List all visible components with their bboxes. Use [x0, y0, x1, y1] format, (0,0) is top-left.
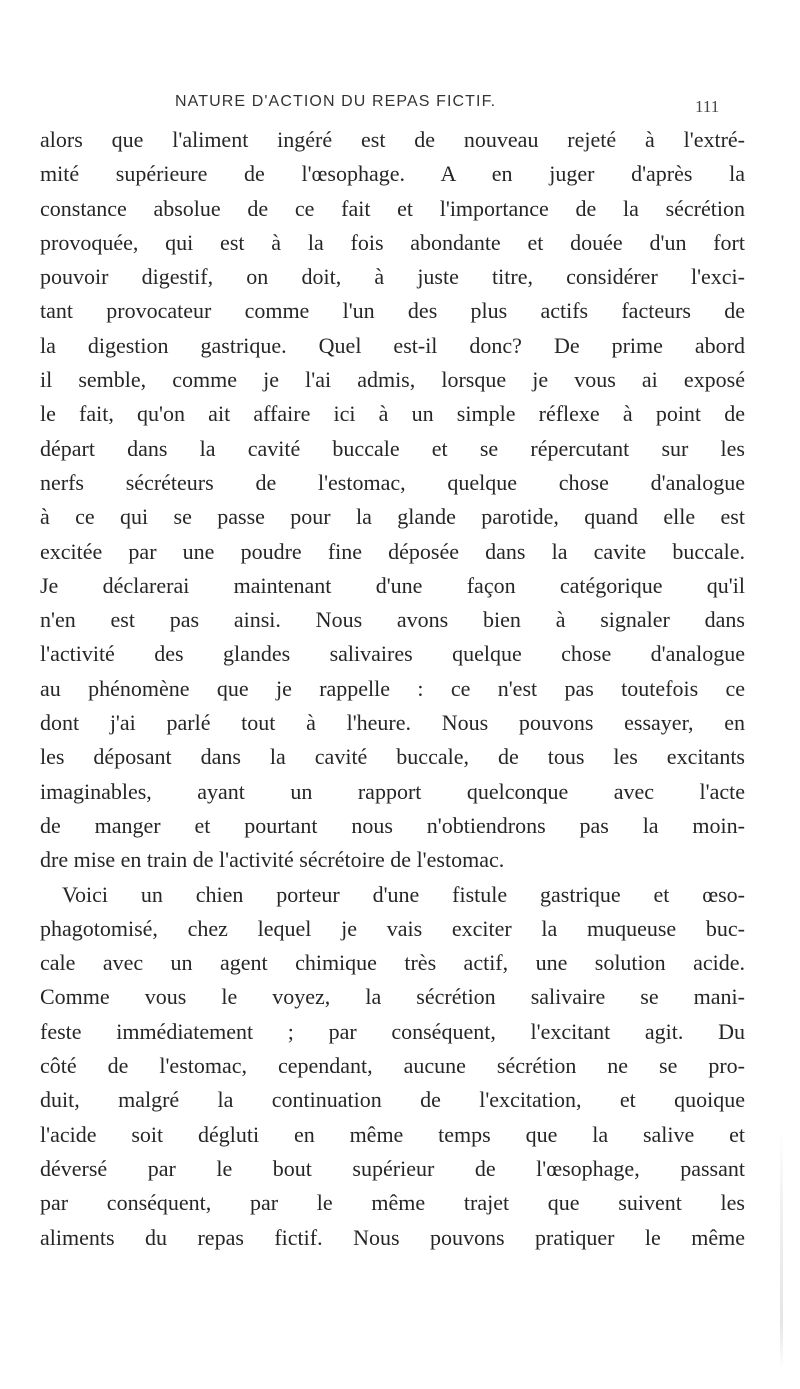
text-line: déversé par le bout supérieur de l'œsophage, passant — [40, 1155, 745, 1181]
text-line: les déposant dans la cavité buccale, de tous les excitants — [40, 744, 745, 770]
text-line: excitée par une poudre fine déposée dans la cavite buccale. — [40, 538, 745, 564]
page-edge-shadow — [780, 1130, 783, 1370]
text-line: dre mise en train de l'activité sécrétoire de l'estomac. — [40, 847, 505, 873]
text-line: Comme vous le voyez, la sécrétion salivaire se mani- — [40, 984, 745, 1010]
text-line: alors que l'aliment ingéré est de nouveau rejeté à l'extré- — [40, 127, 745, 152]
text-line: tant provocateur comme l'un des plus actifs facteurs de — [40, 298, 745, 324]
text-line: cale avec un agent chimique très actif, une solution acide. — [40, 950, 745, 976]
text-line: il semble, comme je l'ai admis, lorsque je vous ai exposé — [40, 367, 745, 393]
text-line: provoquée, qui est à la fois abondante et douée d'un fort — [40, 229, 745, 255]
text-line: feste immédiatement ; par conséquent, l'excitant agit. Du — [40, 1018, 745, 1044]
text-line: pouvoir digestif, on doit, à juste titre, considérer l'exci- — [40, 264, 745, 290]
text-line: la digestion gastrique. Quel est-il donc? De prime abord — [40, 332, 745, 358]
text-line: à ce qui se passe pour la glande parotide, quand elle est — [40, 504, 745, 530]
text-line: nerfs sécréteurs de l'estomac, quelque chose d'analogue — [40, 469, 745, 495]
text-line: constance absolue de ce fait et l'importance de la sécrétion — [40, 195, 745, 221]
text-line: l'acide soit dégluti en même temps que la salive et — [40, 1121, 745, 1147]
running-head — [0, 93, 800, 123]
running-title: NATURE D'ACTION DU REPAS FICTIF. — [175, 93, 497, 110]
text-line: aliments du repas fictif. Nous pouvons pratiquer le même — [40, 1224, 745, 1250]
text-line: l'activité des glandes salivaires quelque chose d'analogue — [40, 641, 745, 667]
paragraph-start-line: Voici un chien porteur d'une fistule gastrique et œso- — [62, 881, 745, 907]
text-line: dont j'ai parlé tout à l'heure. Nous pouvons essayer, en — [40, 710, 745, 736]
text-line: de manger et pourtant nous n'obtiendrons pas la moin- — [40, 812, 745, 838]
body-text — [40, 123, 745, 1255]
text-line: le fait, qu'on ait affaire ici à un simple réflexe à point de — [40, 401, 745, 427]
text-line: duit, malgré la continuation de l'excitation, et quoique — [40, 1087, 745, 1113]
text-line: départ dans la cavité buccale et se répercutant sur les — [40, 435, 745, 461]
text-line: Je déclarerai maintenant d'une façon catégorique qu'il — [40, 572, 745, 598]
text-line: par conséquent, par le même trajet que suivent les — [40, 1190, 745, 1216]
text-line: mité supérieure de l'œsophage. A en juger d'après la — [40, 161, 745, 187]
text-line: phagotomisé, chez lequel je vais exciter la muqueuse buc- — [40, 915, 745, 941]
text-line: côté de l'estomac, cependant, aucune sécrétion ne se pro- — [40, 1053, 745, 1079]
page-number: 111 — [695, 97, 720, 116]
text-line: imaginables, ayant un rapport quelconque avec l'acte — [40, 778, 745, 804]
text-line: au phénomène que je rappelle : ce n'est pas toutefois ce — [40, 675, 745, 701]
text-line: n'en est pas ainsi. Nous avons bien à signaler dans — [40, 607, 745, 633]
